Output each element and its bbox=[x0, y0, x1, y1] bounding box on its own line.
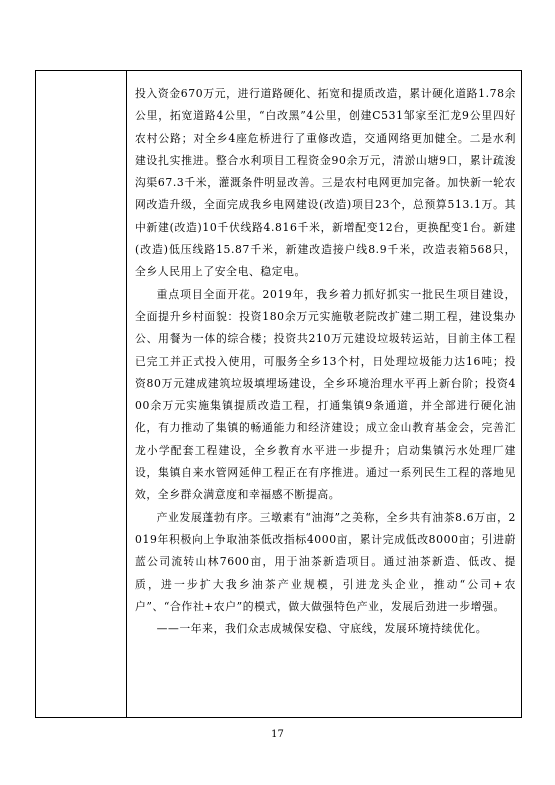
document-table bbox=[35, 70, 522, 718]
page-number: 17 bbox=[271, 729, 284, 740]
paragraph-industry: 产业发展蓬勃有序。三墩素有“油海”之美称，全乡共有油茶8.6万亩，2019年积极向上争取油茶低改指标4000亩，累计完成低改8000亩；引进蔚蓝公司流转山林7600亩，用于油茶新造项目。通过油茶新造、低改、提质，进一步扩大我乡油茶产业规模，引进龙头企业，推动“公司+农户”、“合作社+农户”的模式，做大做强特色产业，发展后劲进一步增强。 bbox=[135, 510, 516, 613]
paragraph-infrastructure: 投入资金670万元，进行道路硬化、拓宽和提质改造，累计硬化道路1.78余公里，拓宽道路4公里，“白改黑”4公里，创建C531邹家至汇龙9公里四好农村公路；对全乡4座危桥进行了重修改造，交通网络更加健全。二是水利建设扎实推进。整合水利项目工程资金90余万元，清淤山塘9口，累计疏浚沟渠67.3千米，灌溉条件明显改善。三是农村电网更加完备。加快新一轮农网改造升级，全面完成我乡电网建设(改造)项目23个，总预算513.1万。其中新建(改造)10千伏线路4.816千米，新增配变12台，更换配变1台。新建(改造)低压线路15.87千米，新建改造接户线8.9千米，改造表箱568只，全乡人民用上了安全电、稳定电。 bbox=[135, 87, 516, 279]
table-content-cell bbox=[127, 71, 521, 717]
paragraph-summary: ——一年来，我们众志成城保安稳、守底线，发展环境持续优化。 bbox=[156, 622, 488, 636]
table-left-cell bbox=[36, 71, 127, 717]
paragraph-key-projects: 重点项目全面开花。2019年，我乡着力抓好抓实一批民生项目建设，全面提升乡村面貌：投资180余万元实施敬老院改扩建二期工程，建设集办公、用餐为一体的综合楼；投资共210万元建设垃圾转运站，目前主体工程已完工并正式投入使用，可服务全乡13个村，日处理垃圾能力达16吨；投资80万元建成建筑垃圾填埋场建设，全乡环境治理水平再上新台阶；投资400余万元实施集镇提质改造工程，打通集镇9条通道，并全部进行硬化油化，有力推动了集镇的畅通能力和经济建设；成立金山教育基金会，完善汇龙小学配套工程建设，全乡教育水平进一步提升；启动集镇污水处理厂建设，集镇自来水管网延伸工程正在有序推进。通过一系列民生工程的落地见效，全乡群众满意度和幸福感不断提高。 bbox=[135, 287, 516, 502]
